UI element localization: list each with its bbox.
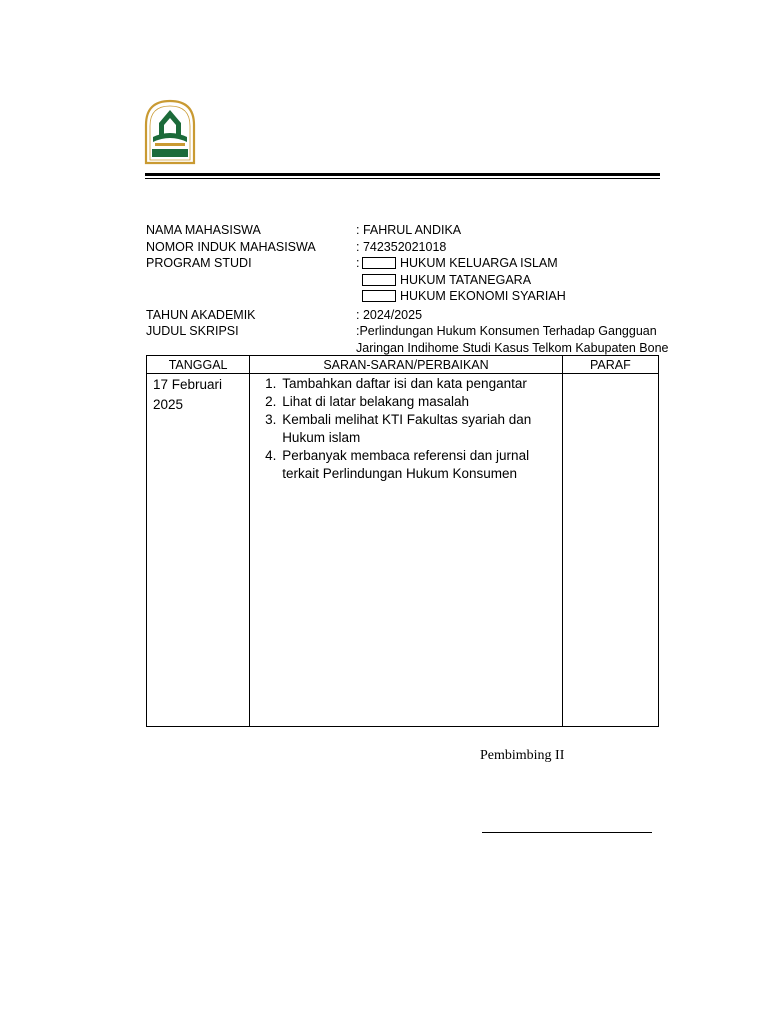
program-colon: :	[356, 256, 360, 270]
student-info	[146, 222, 686, 356]
column-header-suggestions: SARAN-SARAN/PERBAIKAN	[250, 356, 563, 374]
program-option	[362, 272, 531, 289]
program-option-label: HUKUM TATANEGARA	[400, 272, 532, 287]
academic-year-label: TAHUN AKADEMIK	[146, 307, 256, 322]
institution-logo	[143, 99, 197, 165]
program-option-label: HUKUM EKONOMI SYARIAH	[400, 289, 566, 303]
program-option	[362, 288, 566, 305]
program-label: PROGRAM STUDI	[146, 256, 252, 270]
suggestion-item: 4. Perbanyak membaca referensi dan jurnal terkait Perlindungan Hukum Konsumen	[280, 447, 554, 483]
date-line: 17 Februari	[153, 377, 223, 392]
suggestion-item: 2. Lihat di latar belakang masalah	[280, 393, 554, 411]
table-header-row	[147, 356, 659, 374]
date-line: 2025	[153, 397, 184, 412]
thesis-title-line: :Perlindungan Hukum Konsumen Terhadap Gangguan	[356, 324, 657, 338]
suggestion-list	[250, 374, 562, 483]
suggestions-cell	[250, 374, 563, 727]
nim-label: NOMOR INDUK MAHASISWA	[146, 239, 316, 254]
column-header-date: TANGGAL	[147, 356, 250, 374]
thesis-title-label: JUDUL SKRIPSI	[146, 324, 239, 338]
name-label: NAMA MAHASISWA	[146, 223, 261, 237]
program-checkbox[interactable]	[362, 290, 396, 302]
suggestion-item: 3. Kembali melihat KTI Fakultas syariah dan Hukum islam	[280, 411, 554, 447]
consultation-table	[146, 355, 659, 727]
supervisor-label: Pembimbing II	[480, 748, 565, 763]
header-rule-thin	[145, 178, 660, 179]
program-option-label: HUKUM KELUARGA ISLAM	[400, 256, 558, 270]
column-header-signature: PARAF	[562, 356, 658, 374]
table-row	[147, 374, 659, 727]
program-option	[362, 255, 558, 272]
name-value: : FAHRUL ANDIKA	[356, 223, 462, 237]
header-rule-thick	[145, 173, 660, 176]
signature-line	[482, 832, 652, 833]
program-checkbox[interactable]	[362, 257, 396, 269]
signature-cell[interactable]	[562, 374, 658, 727]
thesis-title-line: Jaringan Indihome Studi Kasus Telkom Kabupaten Bone	[356, 340, 669, 355]
program-checkbox[interactable]	[362, 274, 396, 286]
academic-year-value: : 2024/2025	[356, 307, 423, 322]
date-cell	[147, 374, 250, 727]
suggestion-item: 1. Tambahkan daftar isi dan kata pengantar	[280, 375, 554, 393]
nim-value: : 742352021018	[356, 239, 447, 254]
